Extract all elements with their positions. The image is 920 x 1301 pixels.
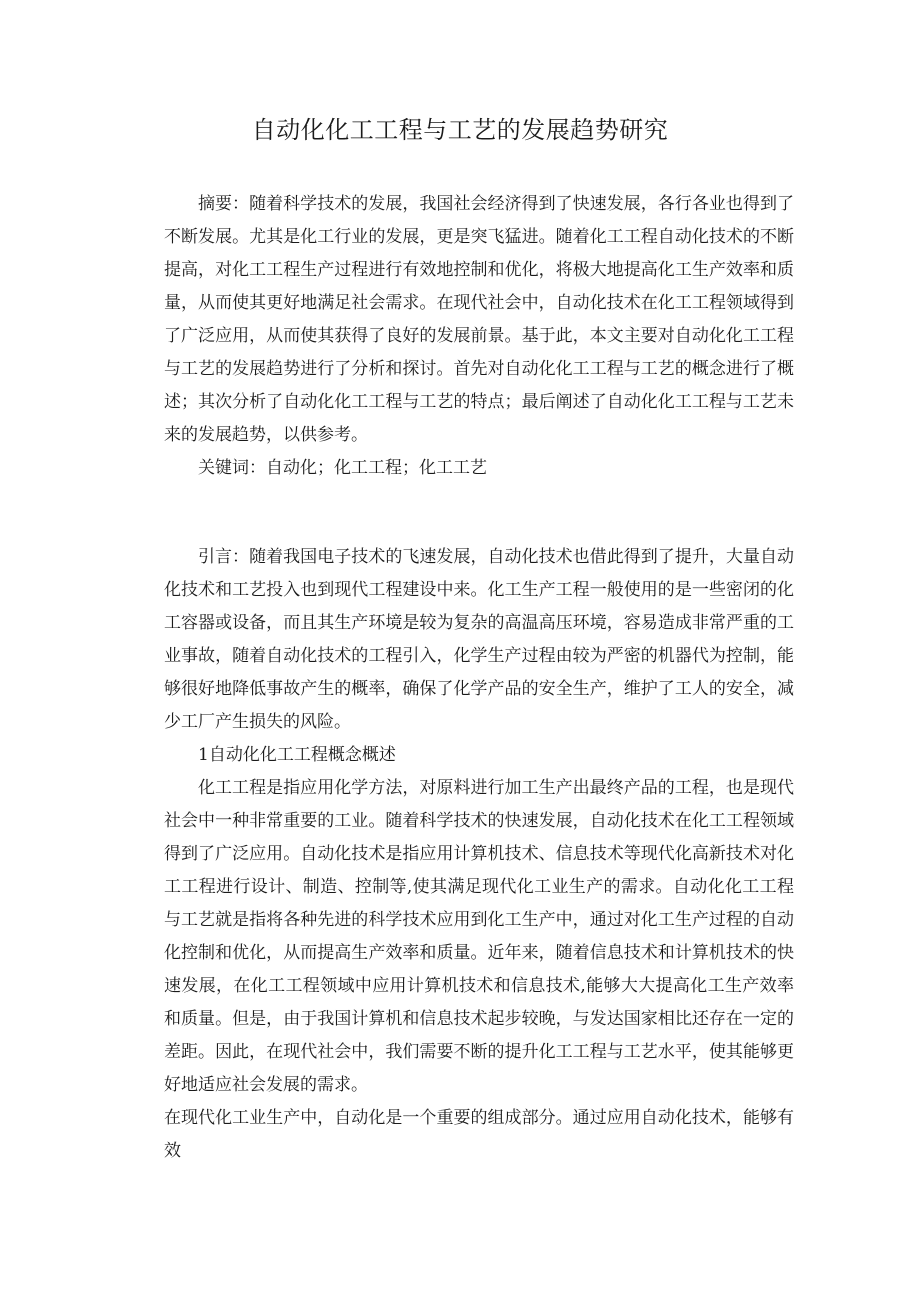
section-paragraph: 化工工程是指应用化学方法，对原料进行加工生产出最终产品的工程，也是现代社会中一种非常重要的工业。随着科学技术的快速发展，自动化技术在化工工程领域得到了广泛应用。自动化技术是指应用计算机技术、信息技术等现代化高新技术对化工工程进行设计、制造、控制等,使其满足现代化工业生产的需求。自动化化工工程与工艺就是指将各种先进的科学技术应用到化工生产中，通过对化工生产过程的自动化控制和优化，从而提高生产效率和质量。近年来，随着信息技术和计算机技术的快速发展，在化工工程领域中应用计算机技术和信息技术,能够大大提高化工生产效率和质量。但是，由于我国计算机和信息技术起步较晚，与发达国家相比还存在一定的差距。因此，在现代社会中，我们需要不断的提升化工工程与工艺水平，使其能够更好地适应社会发展的需求。 xyxy=(164,778,794,1095)
section-heading: 1自动化化工工程概念概述 xyxy=(198,745,396,765)
keywords-line: 关键词：自动化；化工工程；化工工艺 xyxy=(198,458,487,478)
section-continuation: 在现代化工业生产中，自动化是一个重要的组成部分。通过应用自动化技术，能够有效 xyxy=(164,1108,794,1161)
document-body xyxy=(164,188,794,1168)
introduction-paragraph: 引言：随着我国电子技术的飞速发展，自动化技术也借此得到了提升，大量自动化技术和工艺投入也到现代工程建设中来。化工生产工程一般使用的是一些密闭的化工容器或设备，而且其生产环境是较为复杂的高温高压环境，容易造成非常严重的工业事故，随着自动化技术的工程引入，化学生产过程由较为严密的机器代为控制，能够很好地降低事故产生的概率，确保了化学产品的安全生产，维护了工人的安全，减少工厂产生损失的风险。 xyxy=(164,547,794,732)
abstract-paragraph: 摘要：随着科学技术的发展，我国社会经济得到了快速发展，各行各业也得到了不断发展。尤其是化工行业的发展，更是突飞猛进。随着化工工程自动化技术的不断提高，对化工工程生产过程进行有效地控制和优化，将极大地提高化工生产效率和质量，从而使其更好地满足社会需求。在现代社会中，自动化技术在化工工程领域得到了广泛应用，从而使其获得了良好的发展前景。基于此，本文主要对自动化化工工程与工艺的发展趋势进行了分析和探讨。首先对自动化化工工程与工艺的概念进行了概述；其次分析了自动化化工工程与工艺的特点；最后阐述了自动化化工工程与工艺未来的发展趋势，以供参考。 xyxy=(164,194,794,445)
document-title: 自动化化工工程与工艺的发展趋势研究 xyxy=(251,116,669,144)
section-spacer xyxy=(164,485,794,541)
